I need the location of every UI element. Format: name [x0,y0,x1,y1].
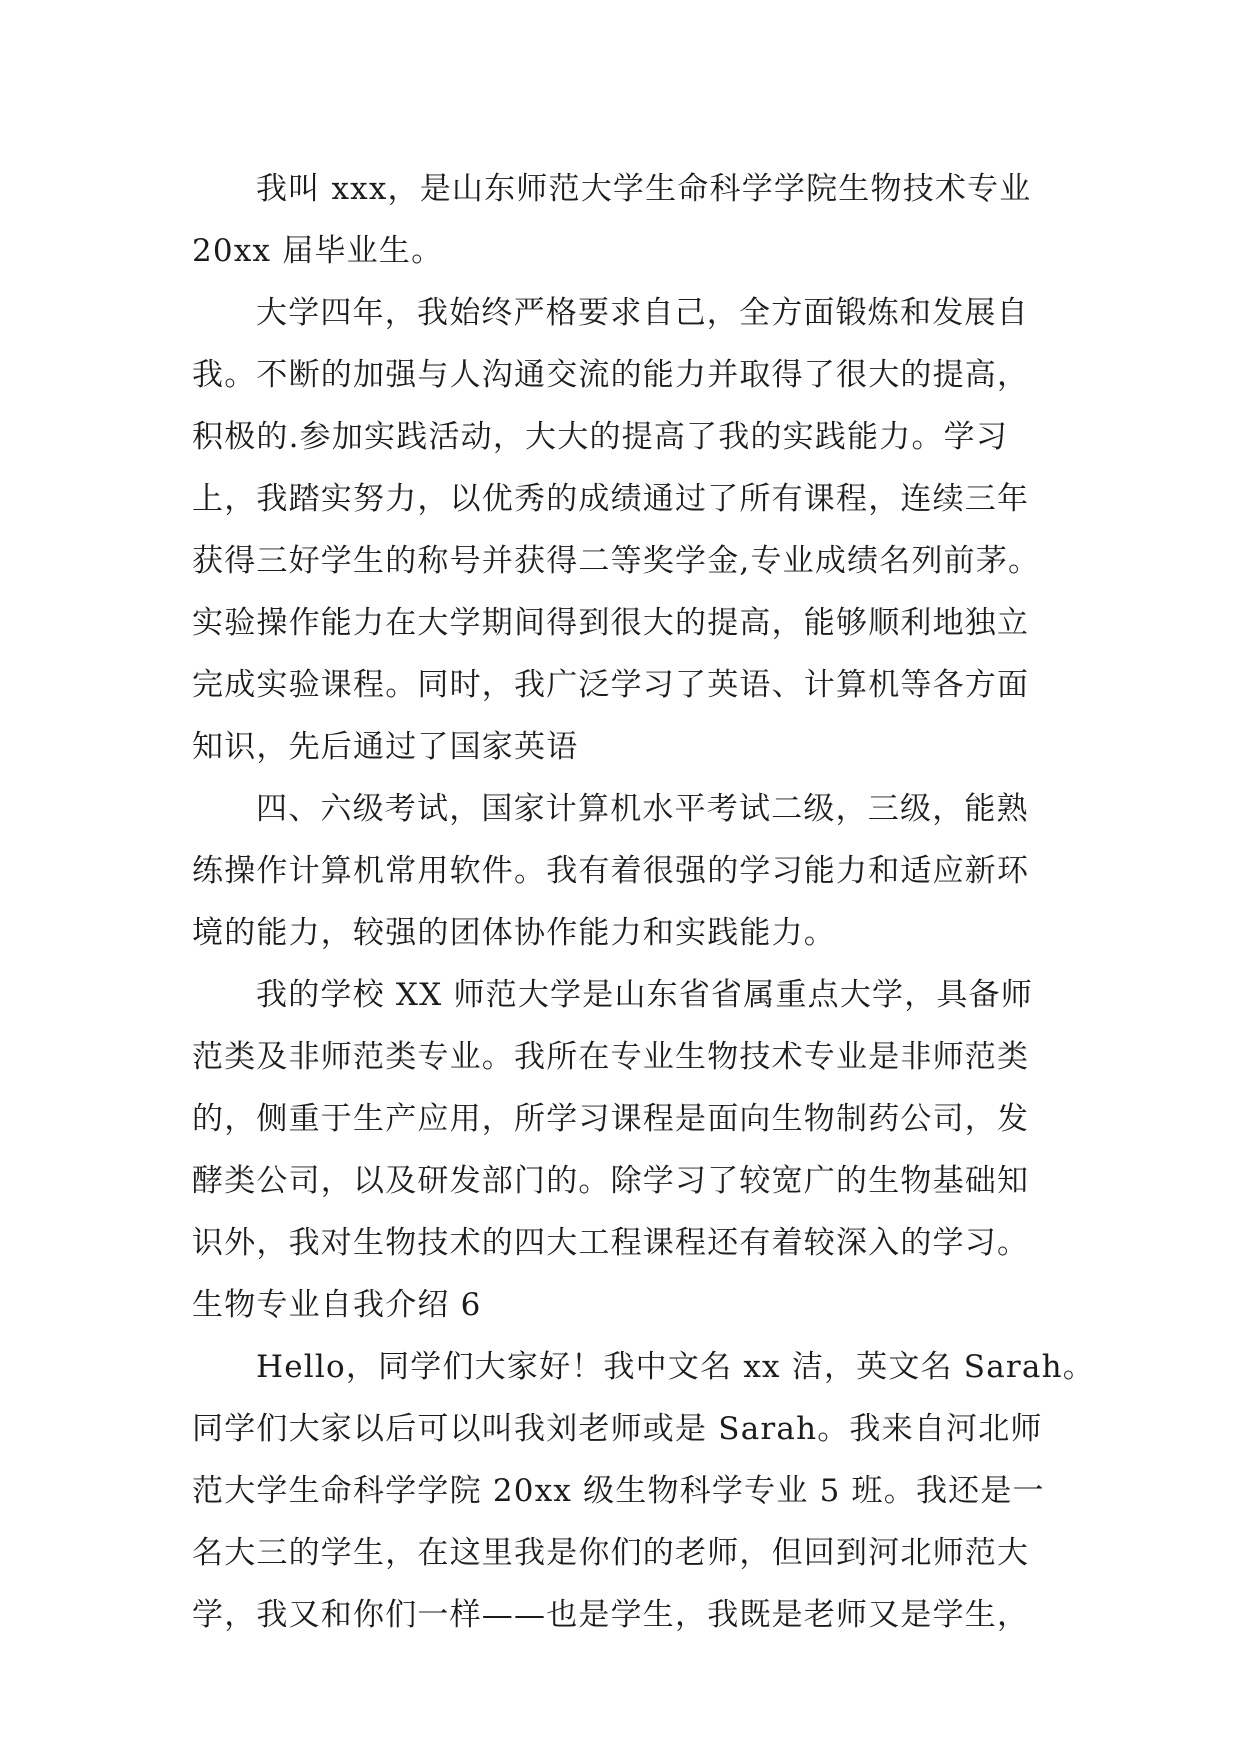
document-body [192,158,1095,1646]
paragraph-5-line-1: Hello，同学们大家好！我中文名 xx 洁，英文名 Sarah。 [256,1349,1095,1385]
paragraph-3-line-2: 练操作计算机常用软件。我有着很强的学习能力和适应新环 [192,853,1030,889]
paragraph-2-line-8: 知识，先后通过了国家英语 [192,729,579,765]
paragraph-2-line-4: 上，我踏实努力，以优秀的成绩通过了所有课程，连续三年 [192,481,1030,517]
paragraph-2-line-3: 积极的.参加实践活动，大大的提高了我的实践能力。学习 [192,419,1009,455]
paragraph-4-line-1: 我的学校 XX 师范大学是山东省省属重点大学，具备师 [256,977,1034,1013]
paragraph-3-line-3: 境的能力，较强的团体协作能力和实践能力。 [192,915,836,951]
paragraph-2-line-5: 获得三好学生的称号并获得二等奖学金,专业成绩名列前茅。 [192,543,1041,579]
paragraph-5-line-2: 同学们大家以后可以叫我刘老师或是 Sarah。我来自河北师 [192,1411,1043,1447]
paragraph-4-line-4: 酵类公司，以及研发部门的。除学习了较宽广的生物基础知 [192,1163,1030,1199]
paragraph-1-line-1: 我叫 xxx，是山东师范大学生命科学学院生物技术专业 [256,171,1032,207]
paragraph-1-line-2: 20xx 届毕业生。 [192,233,444,269]
paragraph-2-line-6: 实验操作能力在大学期间得到很大的提高，能够顺利地独立 [192,605,1030,641]
paragraph-5-line-4: 名大三的学生，在这里我是你们的老师，但回到河北师范大 [192,1535,1030,1571]
paragraph-4-line-5: 识外，我对生物技术的四大工程课程还有着较深入的学习。 [192,1225,1030,1261]
paragraph-2-line-7: 完成实验课程。同时，我广泛学习了英语、计算机等各方面 [192,667,1030,703]
paragraph-2-line-2: 我。不断的加强与人沟通交流的能力并取得了很大的提高， [192,357,1030,393]
section-heading: 生物专业自我介绍 6 [192,1287,482,1323]
paragraph-3-line-1: 四、六级考试，国家计算机水平考试二级，三级，能熟 [256,791,1029,827]
paragraph-4-line-3: 的，侧重于生产应用，所学习课程是面向生物制药公司，发 [192,1101,1030,1137]
paragraph-4-line-2: 范类及非师范类专业。我所在专业生物技术专业是非师范类 [192,1039,1030,1075]
paragraph-2-line-1: 大学四年，我始终严格要求自己，全方面锻炼和发展自 [256,295,1029,331]
paragraph-5-line-5: 学，我又和你们一样——也是学生，我既是老师又是学生， [192,1597,1030,1633]
paragraph-5-line-3: 范大学生命科学学院 20xx 级生物科学专业 5 班。我还是一 [192,1473,1045,1509]
